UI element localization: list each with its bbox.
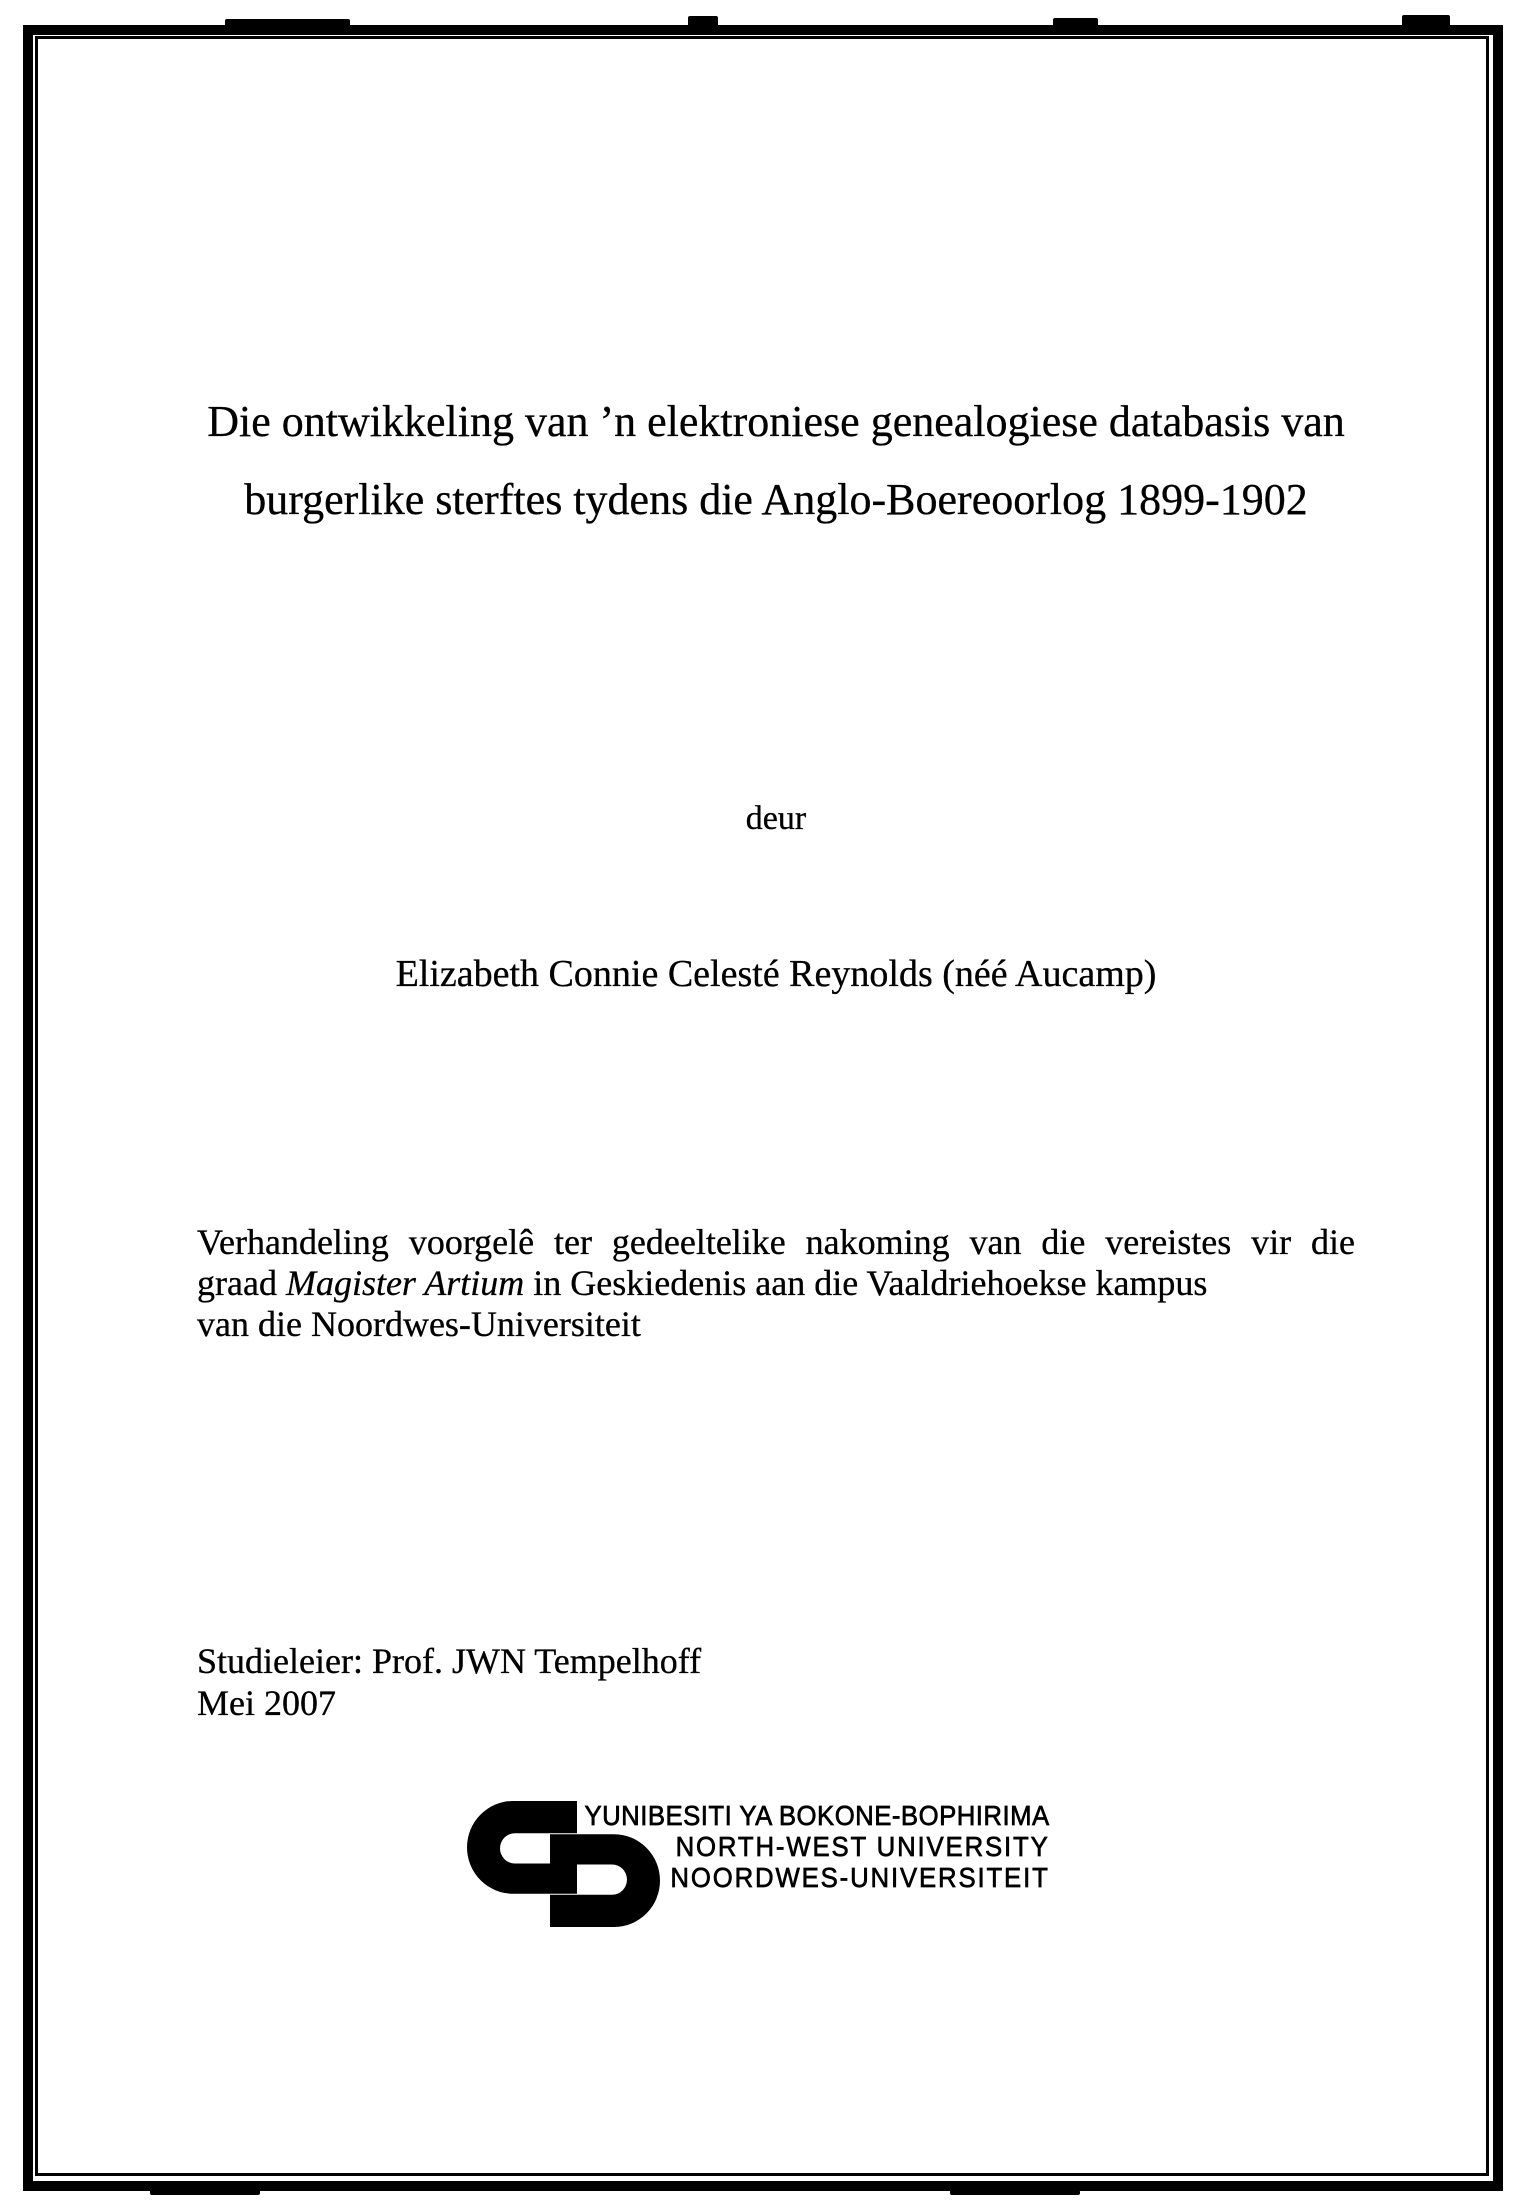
byline-deur: deur — [745, 800, 807, 837]
logo-line-afrikaans: NOORDWES-UNIVERSITEIT — [670, 1862, 1050, 1893]
thesis-title-line1: Die ontwikkeling van ’n elektroniese genealogiese databasis van — [207, 397, 1345, 446]
supervisor-line: Studieleier: Prof. JWN Tempelhoff — [197, 1641, 702, 1681]
date-line: Mei 2007 — [197, 1683, 336, 1723]
thesis-title — [70, 383, 1482, 539]
author-name: Elizabeth Connie Celesté Reynolds (néé Aucamp) — [395, 953, 1157, 995]
supervisor-block — [197, 1640, 701, 1724]
university-logo-text — [585, 1800, 1050, 1893]
thesis-title-line2: burgerlike sterftes tydens die Anglo-Boereoorlog 1899-1902 — [244, 475, 1308, 524]
degree-statement-line2 — [197, 1263, 1355, 1304]
degree-statement-line3: van die Noordwes-Universiteit — [197, 1304, 641, 1344]
degree-name-italic: Magister Artium — [285, 1263, 525, 1303]
degree-statement — [197, 1222, 1355, 1345]
degree-statement-line2-post: in Geskiedenis aan die Vaaldriehoekse kampus — [524, 1263, 1208, 1303]
degree-statement-line1: Verhandeling voorgelê ter gedeeltelike nakoming van die vereistes vir die — [197, 1222, 1355, 1262]
degree-statement-line2-pre: graad — [197, 1263, 286, 1303]
logo-line-setswana: YUNIBESITI YA BOKONE-BOPHIRIMA — [584, 1800, 1050, 1831]
logo-line-english: NORTH-WEST UNIVERSITY — [675, 1831, 1050, 1862]
